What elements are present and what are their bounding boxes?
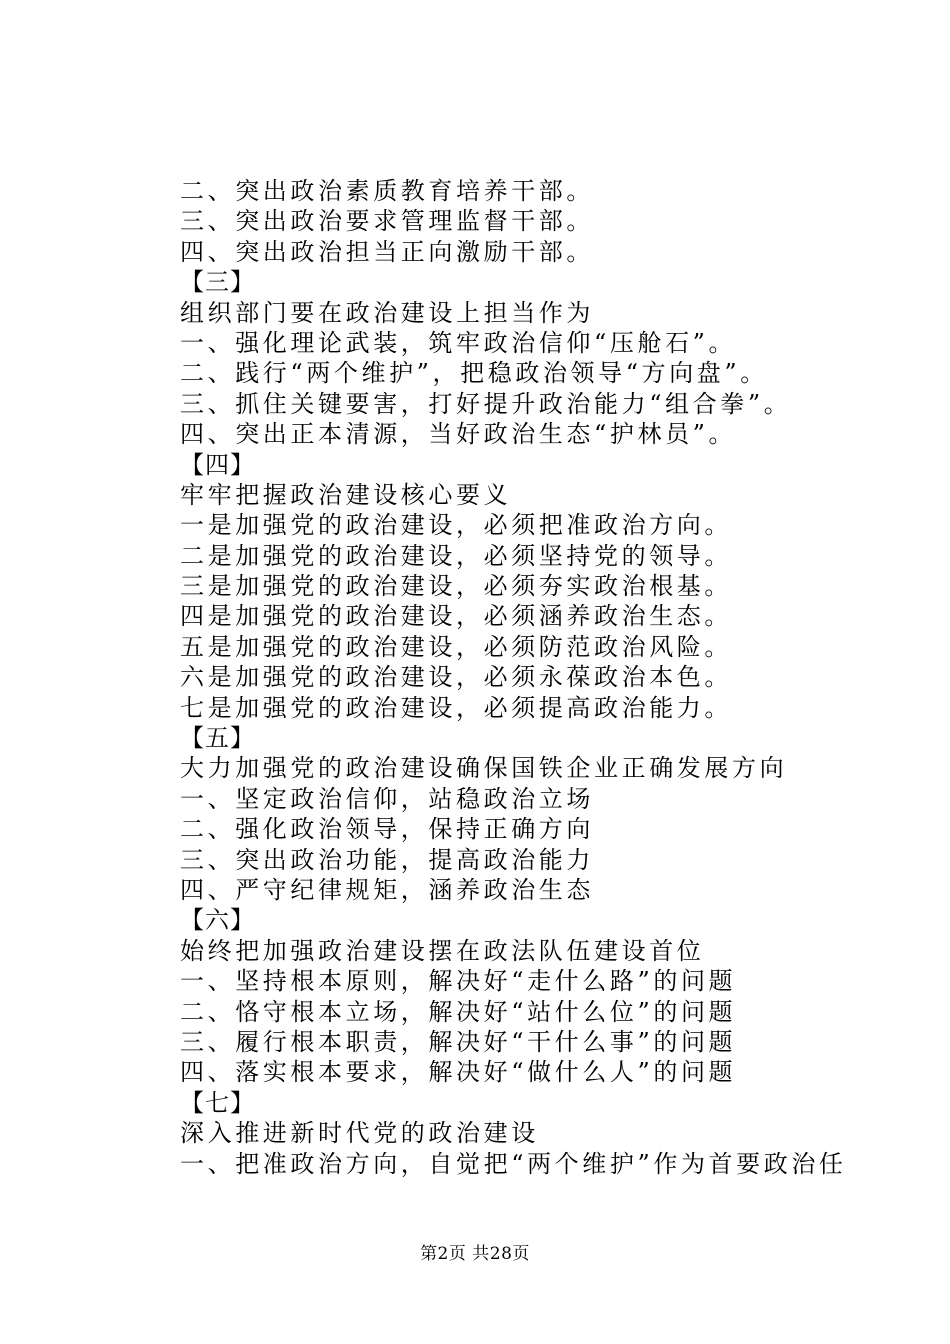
text-line: 三、履行根本职责，解决好“干什么事”的问题 bbox=[180, 1027, 737, 1056]
text-line: 大力加强党的政治建设确保国铁企业正确发展方向 bbox=[180, 754, 788, 783]
text-line: 一是加强党的政治建设，必须把准政治方向。 bbox=[180, 511, 732, 540]
section-heading: 【四】 bbox=[180, 450, 255, 479]
text-line: 三是加强党的政治建设，必须夯实政治根基。 bbox=[180, 572, 732, 601]
text-line: 四是加强党的政治建设，必须涵养政治生态。 bbox=[180, 602, 732, 631]
section-heading: 【五】 bbox=[180, 724, 255, 753]
section-heading: 【六】 bbox=[180, 906, 255, 935]
section-heading: 【三】 bbox=[180, 268, 255, 297]
text-line: 四、落实根本要求，解决好“做什么人”的问题 bbox=[180, 1058, 737, 1087]
text-line: 一、坚定政治信仰，站稳政治立场 bbox=[180, 784, 594, 813]
text-line: 三、突出政治功能，提高政治能力 bbox=[180, 845, 594, 874]
text-line: 一、强化理论武装，筑牢政治信仰“压舱石”。 bbox=[180, 328, 737, 357]
section-heading: 【七】 bbox=[180, 1088, 255, 1117]
text-line: 始终把加强政治建设摆在政法队伍建设首位 bbox=[180, 936, 705, 965]
text-line: 组织部门要在政治建设上担当作为 bbox=[180, 298, 594, 327]
text-line: 四、严守纪律规矩，涵养政治生态 bbox=[180, 875, 594, 904]
text-line: 二、践行“两个维护”，把稳政治领导“方向盘”。 bbox=[180, 359, 768, 388]
text-line: 四、突出政治担当正向激励干部。 bbox=[180, 237, 594, 266]
text-line: 三、抓住关键要害，打好提升政治能力“组合拳”。 bbox=[180, 389, 792, 418]
text-line: 牢牢把握政治建设核心要义 bbox=[180, 480, 512, 509]
text-line: 深入推进新时代党的政治建设 bbox=[180, 1119, 539, 1148]
text-line: 六是加强党的政治建设，必须永葆政治本色。 bbox=[180, 663, 732, 692]
page-footer: 第2页 共28页 bbox=[420, 1244, 530, 1264]
text-line: 二是加强党的政治建设，必须坚持党的领导。 bbox=[180, 541, 732, 570]
text-line: 二、突出政治素质教育培养干部。 bbox=[180, 177, 594, 205]
text-line: 一、坚持根本原则，解决好“走什么路”的问题 bbox=[180, 967, 737, 996]
text-line: 二、强化政治领导，保持正确方向 bbox=[180, 815, 594, 844]
text-line: 四、突出正本清源，当好政治生态“护林员”。 bbox=[180, 420, 737, 449]
document-body bbox=[180, 176, 860, 1179]
text-line: 七是加强党的政治建设，必须提高政治能力。 bbox=[180, 693, 732, 722]
text-line: 二、恪守根本立场，解决好“站什么位”的问题 bbox=[180, 997, 737, 1026]
text-line: 三、突出政治要求管理监督干部。 bbox=[180, 207, 594, 236]
text-line: 五是加强党的政治建设，必须防范政治风险。 bbox=[180, 632, 732, 661]
text-line: 一、把准政治方向，自觉把“两个维护”作为首要政治任 bbox=[180, 1149, 847, 1178]
